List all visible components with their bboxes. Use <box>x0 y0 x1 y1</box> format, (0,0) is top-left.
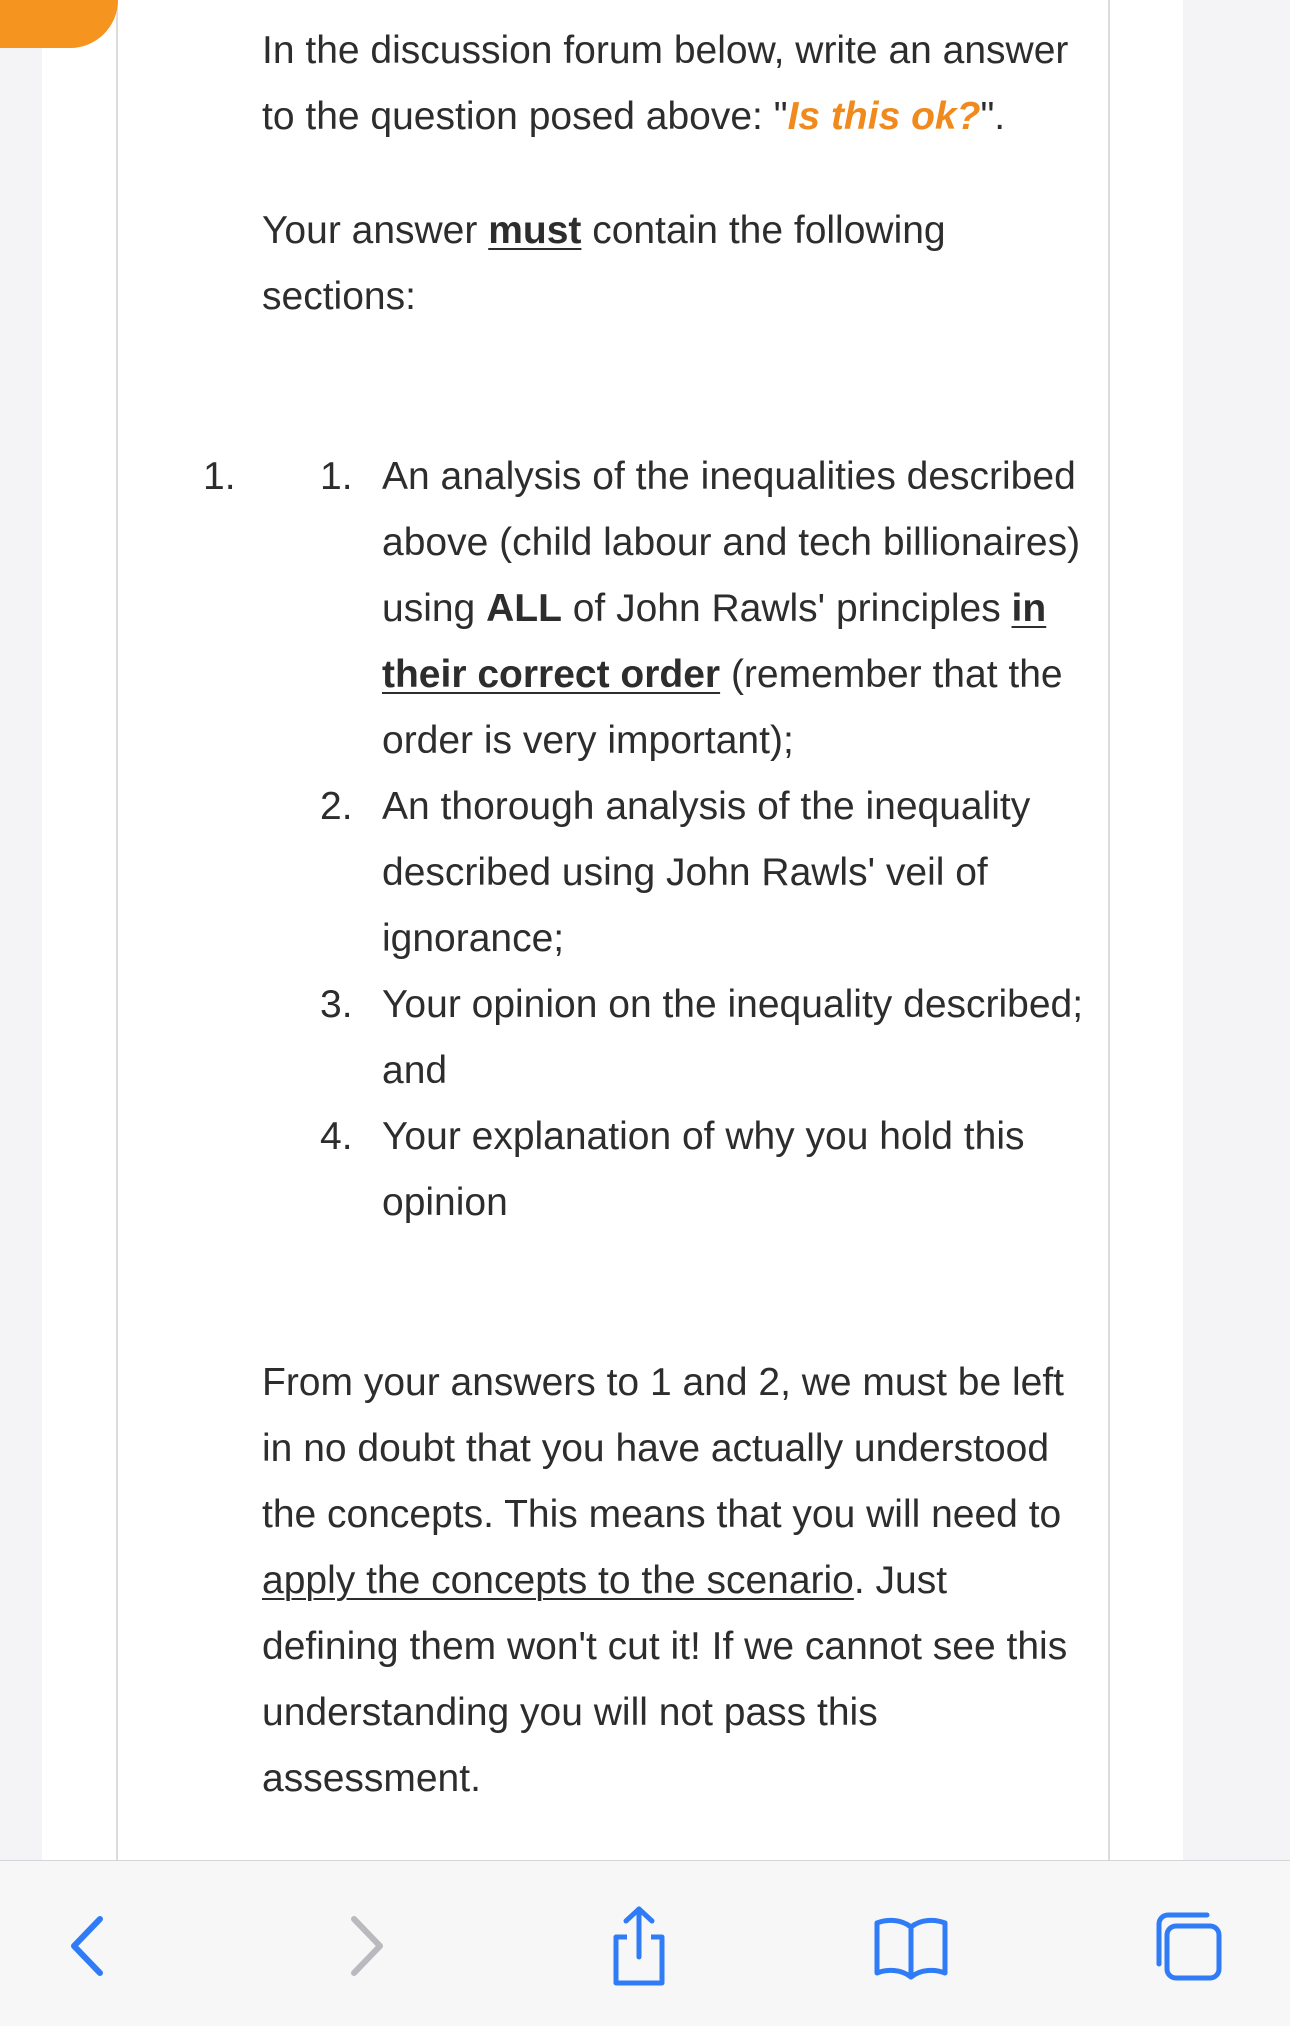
browser-toolbar <box>0 1860 1290 2026</box>
closing-paragraph: From your answers to 1 and 2, we must be left in no doubt that you have actually understood the concepts. This means that you will need to apply the concepts to the scenario. Just defining them won't cut it! If we cannot see this understanding you will not pass this assessment. <box>262 1361 1068 1800</box>
instructions <box>262 18 1092 378</box>
order-emphasis: in their correct order <box>382 587 1047 696</box>
card-border-right <box>1108 0 1110 1860</box>
sections-paragraph: Your answer must contain the following sections: <box>262 209 946 318</box>
list-item: 3. Your opinion on the inequality described; and <box>320 972 1090 1104</box>
forward-button[interactable] <box>322 1901 412 1991</box>
list-item: 2. An thorough analysis of the inequality described using John Rawls' veil of ignorance; <box>320 774 1090 972</box>
question-highlight: Is this ok? <box>787 95 981 138</box>
bookmarks-icon <box>871 1911 951 1981</box>
tabs-icon <box>1149 1908 1225 1984</box>
apply-concepts-underline: apply the concepts to the scenario <box>262 1559 854 1602</box>
right-gutter <box>1183 0 1290 1860</box>
must-emphasis: must <box>488 209 582 252</box>
intro-paragraph: In the discussion forum below, write an answer to the question posed above: "Is this ok?". <box>262 29 1069 138</box>
list-item-number: 3. <box>320 983 353 1026</box>
orange-accent-tab <box>0 0 118 48</box>
share-icon <box>604 1903 674 1989</box>
list-item-number: 1. <box>320 455 353 498</box>
list-item: 1. An analysis of the inequalities described above (child labour and tech billionaires) using ALL of John Rawls' principles in their correct order (remember that the order is very important); <box>320 444 1090 774</box>
list-item: 4. Your explanation of why you hold this opinion <box>320 1104 1090 1236</box>
sections-list <box>320 444 1090 1236</box>
left-gutter <box>0 0 42 1860</box>
share-button[interactable] <box>594 1901 684 1991</box>
forward-icon <box>342 1911 392 1981</box>
back-icon <box>62 1911 112 1981</box>
all-emphasis: ALL <box>486 587 562 630</box>
list-item-number: 4. <box>320 1115 353 1158</box>
outer-list-number: 1. <box>203 455 236 498</box>
list-item-number: 2. <box>320 785 353 828</box>
back-button[interactable] <box>42 1901 132 1991</box>
tabs-button[interactable] <box>1142 1901 1232 1991</box>
bookmarks-button[interactable] <box>866 1901 956 1991</box>
card-border-left <box>116 0 118 1860</box>
